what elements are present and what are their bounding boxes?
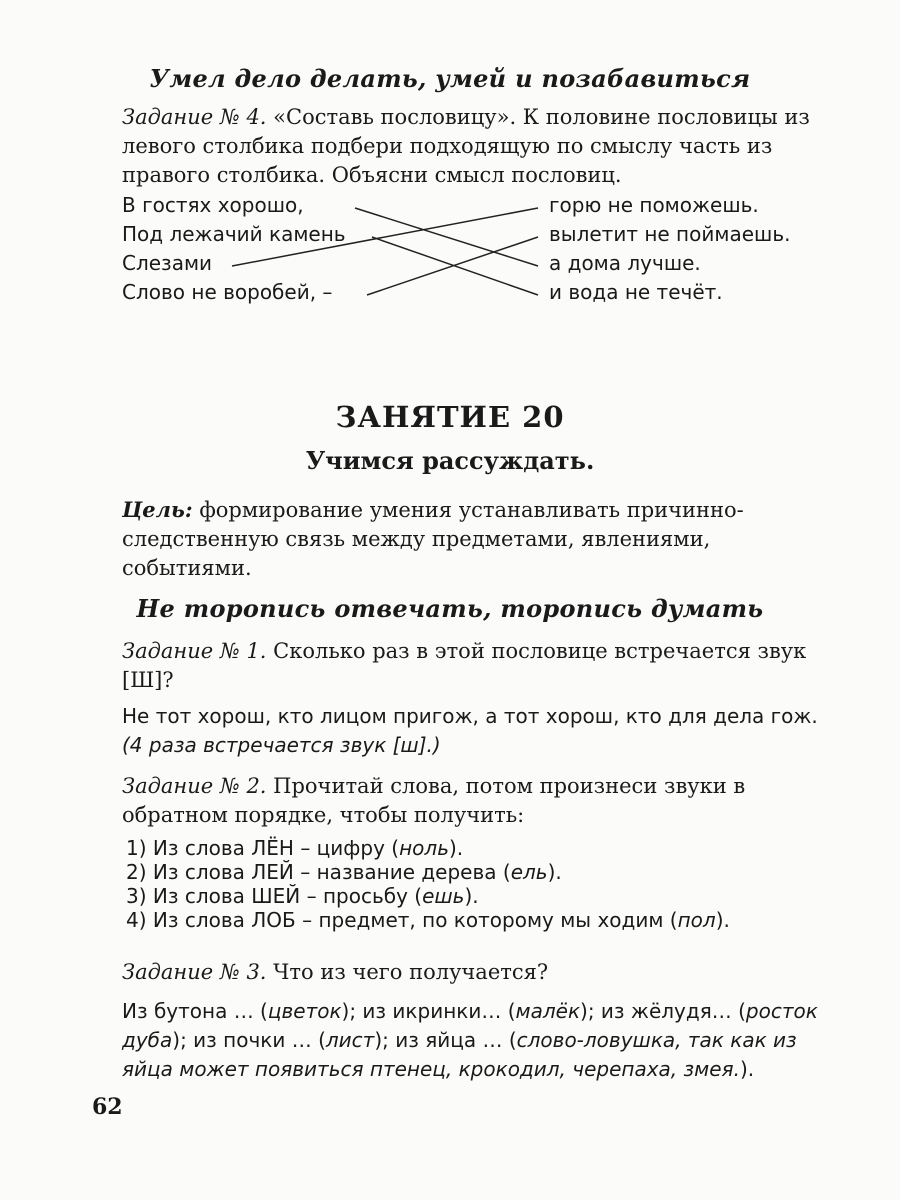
task4-label: Задание № 4. xyxy=(122,105,267,129)
task3-answer xyxy=(122,997,842,1084)
goal-text: формирование умения устанавливать причинно-следственную связь между предметами, явлениями, событиями. xyxy=(122,498,744,580)
task3-paragraph xyxy=(122,958,842,987)
answer-fragment: Из бутона … ( xyxy=(122,999,268,1023)
lesson-title: ЗАНЯТИЕ 20 xyxy=(335,400,565,434)
task1-text: Сколько раз в этой пословице встречается звук [Ш]? xyxy=(122,639,807,692)
list-item: 2) Из слова ЛЕЙ – название дерева (ель). xyxy=(126,860,562,884)
left-item: В гостях хорошо, xyxy=(122,193,304,217)
page-number: 62 xyxy=(92,1094,123,1120)
task2-list xyxy=(126,836,846,932)
proverb-right-column xyxy=(549,191,790,307)
answer-fragment-italic: лист xyxy=(325,1028,375,1052)
goal-paragraph xyxy=(122,495,842,583)
task2-text: Прочитай слова, потом произнеси звуки в обратном порядке, чтобы получить: xyxy=(122,774,746,827)
task1-proverb: Не тот хорош, кто лицом пригож, а тот хорош, кто для дела гож. xyxy=(122,704,818,728)
left-item: Под лежачий камень xyxy=(122,222,346,246)
task3-label: Задание № 3. xyxy=(122,960,267,984)
task2-label: Задание № 2. xyxy=(122,774,267,798)
task3-text: Что из чего получается? xyxy=(266,960,549,984)
task2-paragraph xyxy=(122,772,842,830)
lesson-subtitle: Учимся рассуждать. xyxy=(305,446,595,475)
task1-label: Задание № 1. xyxy=(122,639,267,663)
right-item: и вода не течёт. xyxy=(549,280,723,304)
answer-fragment-italic: малёк xyxy=(515,999,581,1023)
answer-fragment: ). xyxy=(739,1057,755,1081)
list-item: 3) Из слова ШЕЙ – просьбу (ешь). xyxy=(126,884,479,908)
list-item: 1) Из слова ЛЁН – цифру (ноль). xyxy=(126,836,464,860)
right-item: горю не поможешь. xyxy=(549,193,759,217)
list-item: 4) Из слова ЛОБ – предмет, по которому мы ходим (пол). xyxy=(126,908,730,932)
right-item: вылетит не поймаешь. xyxy=(549,222,791,246)
match-line xyxy=(232,208,538,266)
task1-answer xyxy=(122,702,842,760)
right-item: а дома лучше. xyxy=(549,251,701,275)
task1-note: (4 раза встречается звук [ш].) xyxy=(122,733,441,757)
goal-label: Цель: xyxy=(122,497,193,522)
answer-fragment-italic: цветок xyxy=(267,999,342,1023)
answer-fragment: ); из икринки… ( xyxy=(341,999,516,1023)
answer-fragment: ); из яйца … ( xyxy=(374,1028,517,1052)
answer-fragment: ); из почки … ( xyxy=(172,1028,326,1052)
answer-fragment-italic: слово-ловушка, так как из яйца может появиться птенец, крокодил, черепаха, змея. xyxy=(122,1028,797,1081)
answer-fragment-italic: росток дуба xyxy=(122,999,818,1052)
section-heading-1: Умел дело делать, умей и позабавиться xyxy=(149,64,751,93)
left-item: Слово не воробей, – xyxy=(122,280,333,304)
task4-text: «Составь пословицу». К половине пословицы из левого столбика подбери подходящую по смыслу часть из правого столбика. Объясни смысл пословиц. xyxy=(122,105,810,187)
left-item: Слезами xyxy=(122,251,213,275)
task1-paragraph xyxy=(122,637,842,695)
section-heading-2: Не торопись отвечать, торопись думать xyxy=(136,594,764,623)
answer-fragment: ); из жёлудя… ( xyxy=(580,999,746,1023)
